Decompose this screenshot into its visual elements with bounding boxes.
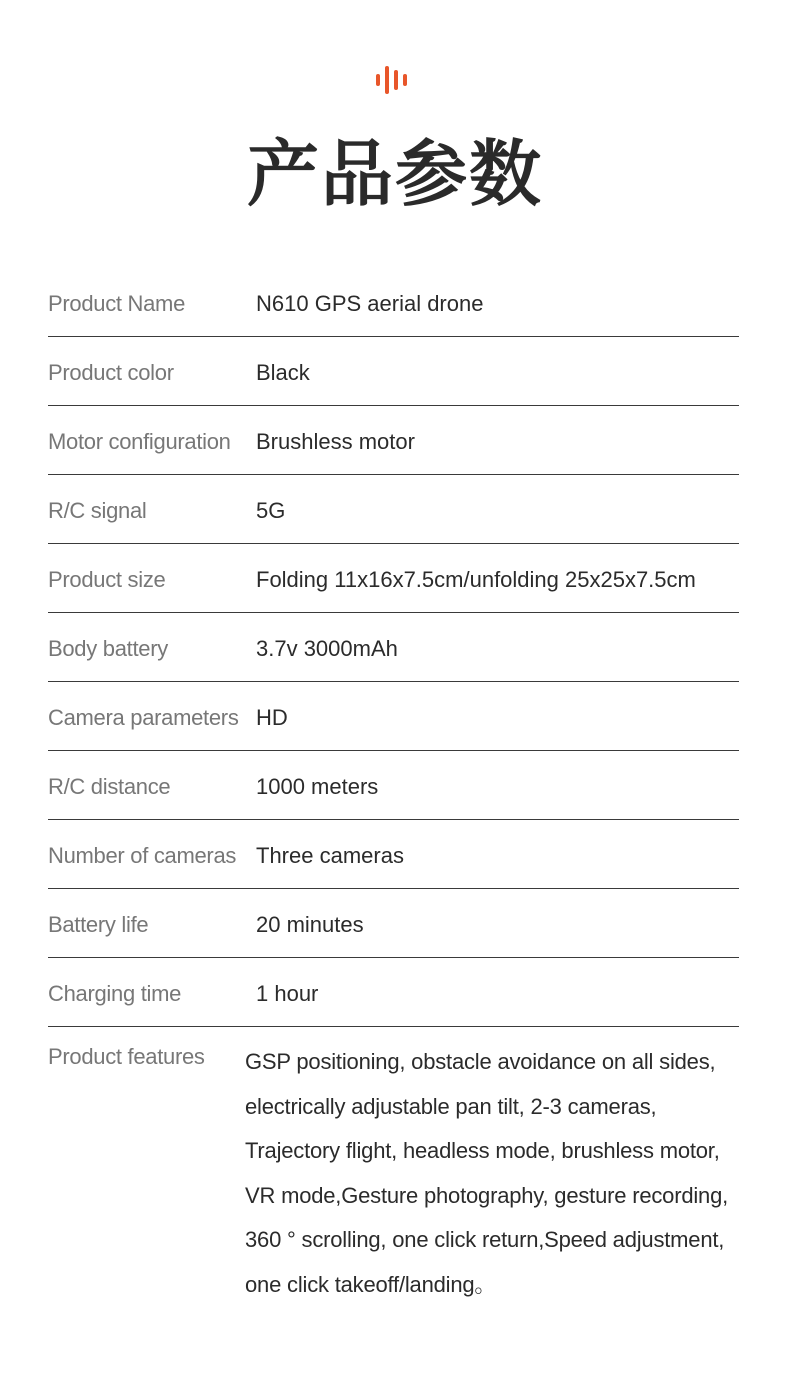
spec-label: Product size <box>48 567 166 592</box>
spec-label: R/C signal <box>48 498 147 523</box>
spec-row <box>48 613 739 682</box>
spec-value: Folding 11x16x7.5cm/unfolding 25x25x7.5cm <box>256 567 696 592</box>
spec-row <box>48 820 739 889</box>
spec-label: Body battery <box>48 636 168 661</box>
spec-label: R/C distance <box>48 774 171 799</box>
spec-value: 5G <box>256 498 286 523</box>
audio-bars-icon <box>376 64 416 96</box>
spec-value: 3.7v 3000mAh <box>256 636 398 661</box>
spec-row <box>48 544 739 613</box>
spec-row <box>48 475 739 544</box>
spec-row <box>48 958 739 1027</box>
spec-table <box>48 268 739 1027</box>
features-line: Trajectory flight, headless mode, brushless motor, <box>245 1138 720 1164</box>
features-label: Product features <box>48 1044 205 1069</box>
features-line: GSP positioning, obstacle avoidance on all sides, <box>245 1049 716 1074</box>
spec-label: Charging time <box>48 981 182 1006</box>
features-text <box>245 1040 765 1308</box>
spec-row <box>48 268 739 337</box>
spec-value: 1000 meters <box>256 774 379 799</box>
spec-value: Brushless motor <box>256 429 415 454</box>
spec-row <box>48 889 739 958</box>
spec-value: 1 hour <box>256 981 319 1006</box>
spec-row <box>48 406 739 475</box>
spec-value: N610 GPS aerial drone <box>256 291 484 316</box>
spec-row <box>48 682 739 751</box>
features-line: 360 ° scrolling, one click return,Speed adjustment, <box>245 1227 725 1253</box>
spec-label: Product color <box>48 360 174 385</box>
spec-label: Battery life <box>48 912 149 937</box>
spec-row <box>48 337 739 406</box>
spec-label: Product Name <box>48 291 186 316</box>
spec-label: Camera parameters <box>48 705 239 730</box>
features-line: one click takeoff/landing。 <box>245 1271 497 1297</box>
spec-value: Black <box>256 360 310 385</box>
spec-label: Number of cameras <box>48 843 237 868</box>
features-line: VR mode,Gesture photography, gesture recording, <box>245 1182 729 1208</box>
spec-row <box>48 751 739 820</box>
features-line: electrically adjustable pan tilt, 2-3 cameras, <box>245 1093 657 1119</box>
spec-value: HD <box>256 705 288 730</box>
spec-value: 20 minutes <box>256 912 364 937</box>
spec-value: Three cameras <box>256 843 404 868</box>
page-title: 产品参数 <box>246 132 543 216</box>
spec-label: Motor configuration <box>48 429 231 454</box>
